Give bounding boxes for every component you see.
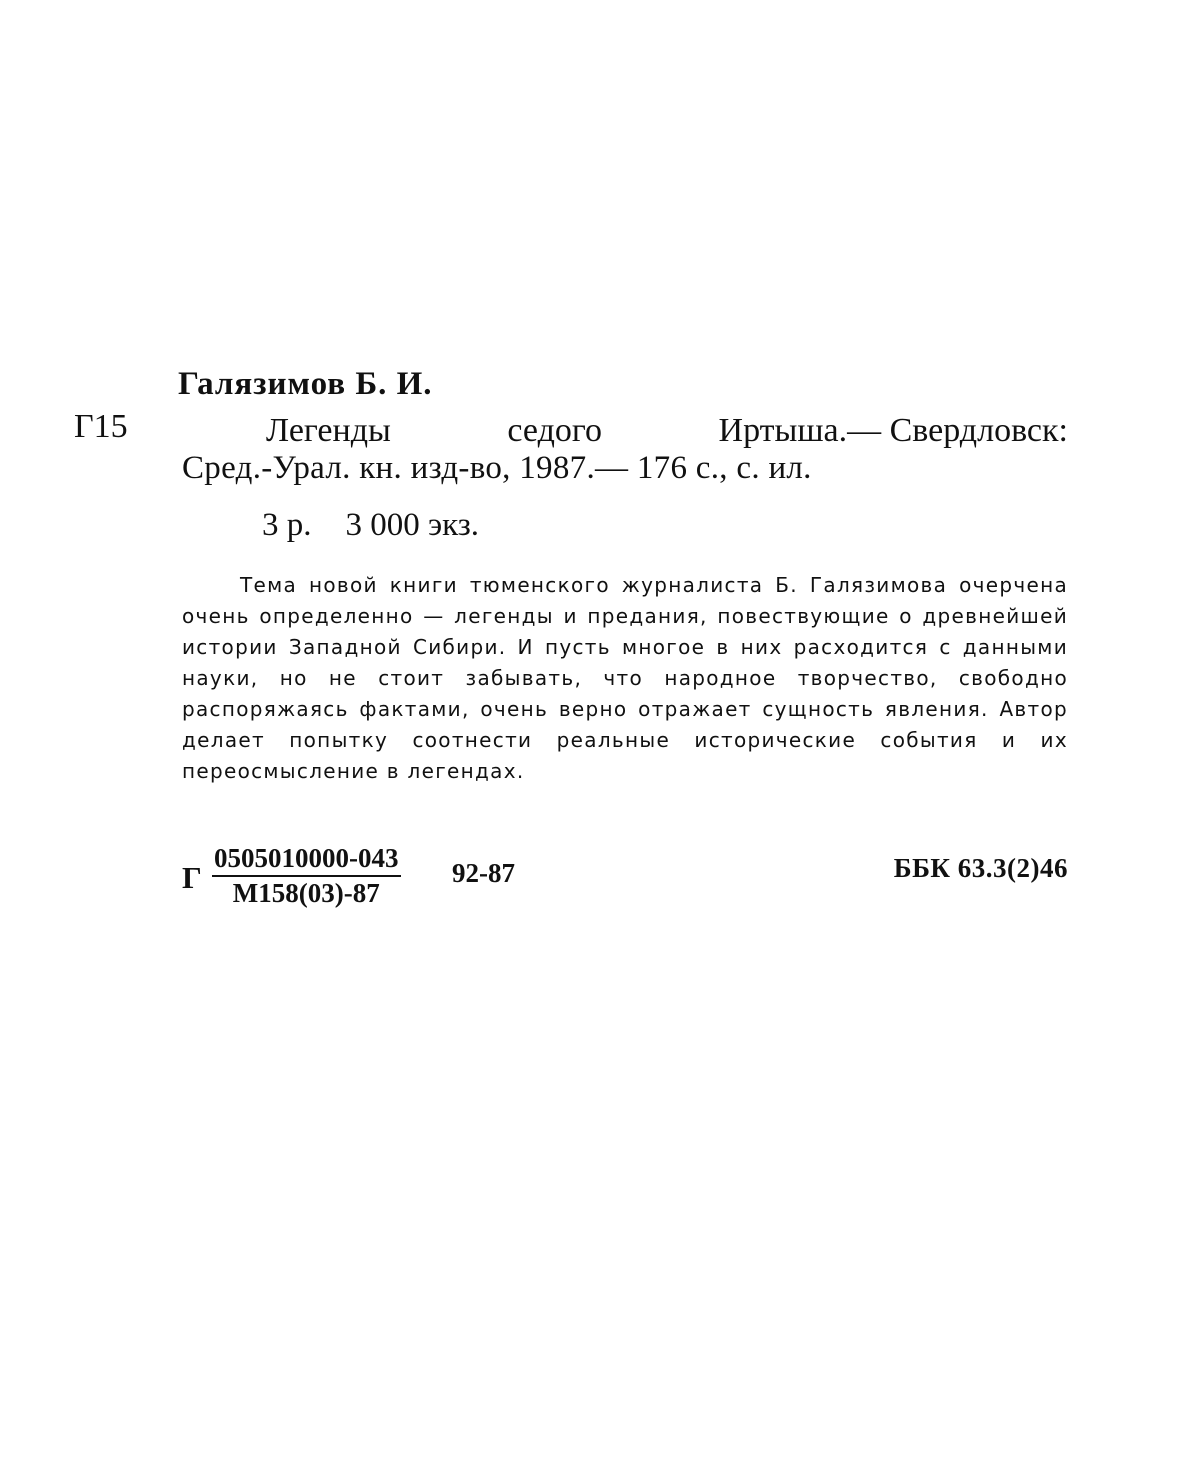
annotation-paragraph: Тема новой книги тюменского журналиста Б. Галязимова очерчена очень определенно — легенды и предания, повествующие о древнейшей истории Западной Сибири. И пусть многое в них расходится с данными науки, но не стоит забывать, что народное творчество, свободно распоряжаясь фактами, очень верно отражает сущность явления. Автор делает попытку соотнести реальные исторические события и их переосмысление в легендах. — [182, 573, 1068, 783]
title-word-2: седого — [507, 412, 602, 449]
code-denominator: М158(03)-87 — [232, 878, 380, 908]
code-fraction — [212, 843, 401, 909]
title-line-2: Сред.-Урал. кн. изд-во, 1987.— 176 с., с. ил. — [182, 450, 812, 486]
title-word-3: Иртыша.— Свердловск: — [718, 412, 1068, 449]
title-line-1 — [182, 412, 1068, 450]
title-indent — [182, 412, 266, 450]
catalog-index: Г15 — [74, 408, 128, 445]
print-run: 3 000 экз. — [345, 507, 480, 543]
price-amount: 3 р. — [262, 507, 312, 543]
code-prefix: Г — [182, 860, 202, 895]
author-name: Галязимов Б. И. — [178, 366, 433, 402]
price-line — [262, 507, 479, 544]
code-suffix: 92-87 — [452, 858, 515, 888]
code-numerator: 0505010000-043 — [212, 843, 401, 877]
title-word-1: Легенды — [266, 412, 391, 449]
bbk-code: ББК 63.3(2)46 — [893, 853, 1068, 883]
